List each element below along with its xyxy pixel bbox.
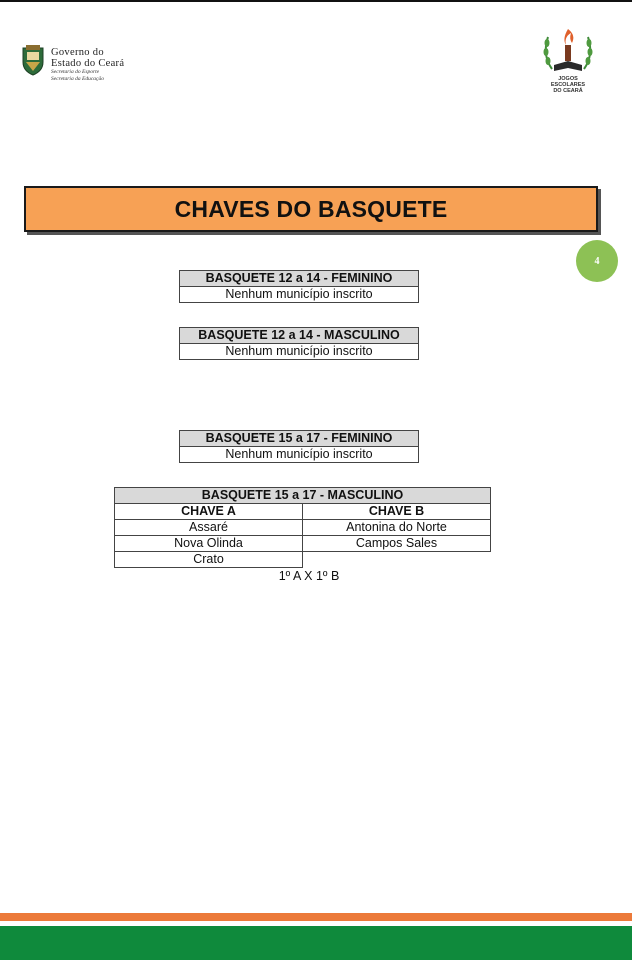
chave-b-team: Antonina do Norte [303,520,491,536]
jogos-line-1: JOGOS [558,76,578,82]
gov-line-4: Secretaria da Educação [51,75,104,82]
table-title: BASQUETE 12 a 14 - FEMININO [180,271,419,287]
empty-cell [303,552,491,568]
chave-b-team: Campos Sales [303,536,491,552]
torch-wreath-icon [538,25,598,77]
table-masculino-15-17 [114,487,491,568]
table-title: BASQUETE 15 a 17 - MASCULINO [115,488,491,504]
table-title: BASQUETE 12 a 14 - MASCULINO [180,328,419,344]
jogos-line-3: DO CEARÁ [553,88,583,94]
match-pairing: 1º A X 1º B [278,569,340,583]
page-number: 4 [594,255,600,267]
chave-a-team: Nova Olinda [115,536,303,552]
chave-b-header: CHAVE B [303,504,491,520]
footer-orange-stripe [0,913,632,921]
table-note: Nenhum município inscrito [180,447,419,463]
top-border-line [0,0,632,2]
chave-a-team: Crato [115,552,303,568]
chave-a-header: CHAVE A [115,504,303,520]
chave-a-team: Assaré [115,520,303,536]
governo-ceara-logo [20,42,150,88]
page-number-badge [576,240,618,282]
table-title: BASQUETE 15 a 17 - FEMININO [180,431,419,447]
jogos-escolares-logo [538,25,598,97]
jogos-line-2: ESCOLARES [550,82,586,88]
table-masculino-12-14 [179,327,419,360]
title-banner [24,186,598,232]
gov-line-2: Estado do Ceará [51,58,125,69]
ceara-crest-icon [20,44,46,76]
table-note: Nenhum município inscrito [180,287,419,303]
gov-line-1: Governo do [51,47,104,58]
table-feminino-12-14 [179,270,419,303]
footer-green-stripe [0,926,632,960]
table-note: Nenhum município inscrito [180,344,419,360]
page-title: CHAVES DO BASQUETE [174,195,448,222]
table-feminino-15-17 [179,430,419,463]
gov-line-3: Secretaria do Esporte [51,69,100,75]
